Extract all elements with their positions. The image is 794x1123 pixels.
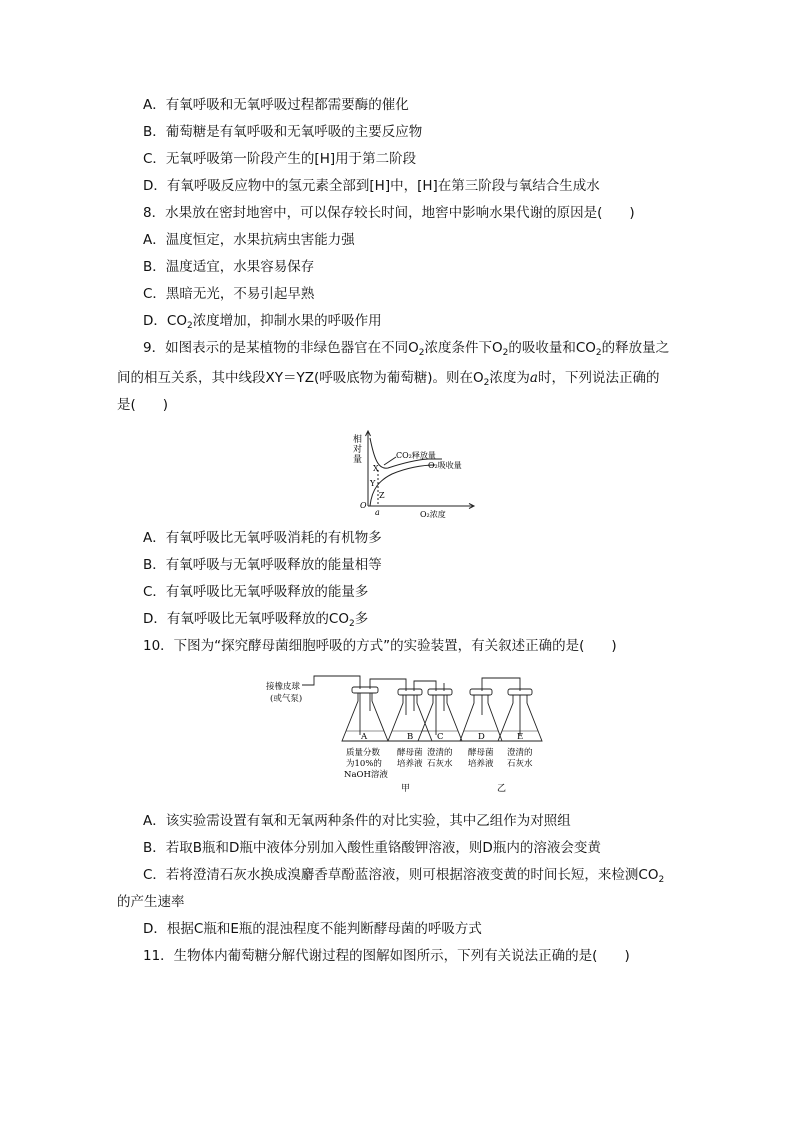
q10-pump-label-2: (或气泵) [270, 694, 303, 704]
q9-point-x: X [373, 464, 379, 473]
q9-option-d-post: 多 [354, 611, 369, 627]
q10-flask-c-letter: C [437, 732, 444, 742]
q10-group-yi: 乙 [497, 784, 507, 794]
q10-pump-label-1: 接橡皮球 [266, 682, 301, 692]
q9-point-z: Z [379, 491, 385, 500]
q10-stem: 10．下图为“探究酵母菌细胞呼吸的方式”的实验装置，有关叙述正确的是( ) [143, 638, 617, 654]
q9-sub2: 2 [502, 348, 509, 358]
q10-option-d: D．根据C瓶和E瓶的混浊程度不能判断酵母菌的呼吸方式 [143, 921, 482, 937]
q10-flask-e-label-2: 石灰水 [507, 759, 533, 769]
q10-flask-a-label-1: 质量分数 [346, 748, 381, 758]
q9-origin: O [360, 501, 367, 510]
q9-co2-leader [384, 457, 396, 465]
q7-option-a: A．有氧呼吸和无氧呼吸过程都需要酶的催化 [143, 97, 409, 113]
q9-ylabel-3: 量 [353, 455, 363, 465]
q9-co2-label: CO₂释放量 [396, 451, 436, 460]
q7-option-c: C．无氧呼吸第一阶段产生的[H]用于第二阶段 [143, 151, 417, 167]
q9-ylabel-1: 相 [353, 435, 363, 445]
q9-stem-line2 [117, 369, 659, 392]
q8-option-a: A．温度恒定，水果抗病虫害能力强 [143, 232, 355, 248]
q10-flask-b-label-2: 培养液 [397, 759, 423, 769]
q10-tube-b-c [414, 681, 436, 691]
q9-line2b: 浓度为 [489, 370, 530, 386]
q9-line2a: 间的相互关系，其中线段XY＝YZ(呼吸底物为葡萄糖)。则在O [117, 370, 484, 386]
q9-s2: 浓度条件下O [424, 340, 503, 356]
q7-option-d: D．有氧呼吸反应物中的氢元素全部到[H]中，[H]在第三阶段与氧结合生成水 [143, 178, 600, 194]
q9-sub3: 2 [595, 348, 602, 358]
q9-a-tick: a [375, 508, 380, 517]
q10-flask-e-letter: E [517, 732, 524, 742]
q10-flask-a-label-3: NaOH溶液 [344, 770, 388, 780]
q10-option-a: A．该实验需设置有氧和无氧两种条件的对比实验，其中乙组作为对照组 [143, 813, 571, 829]
q10-figure [264, 671, 544, 799]
q9-line2c: 时，下列说法正确的 [537, 370, 660, 386]
q10-flask-d-letter: D [478, 732, 485, 742]
q10-flask-b-label-1: 酵母菌 [397, 748, 423, 758]
q9-s4: 的释放量之 [601, 340, 670, 356]
q10-option-c-sub: 2 [658, 875, 665, 885]
q10-flask-c-label-1: 澄清的 [427, 748, 453, 758]
q8-option-d-sub: 2 [186, 321, 193, 331]
q10-flask-b-letter: B [407, 732, 414, 742]
q10-flask-e-label-1: 澄清的 [507, 748, 533, 758]
q9-option-a: A．有氧呼吸比无氧呼吸消耗的有机物多 [143, 530, 382, 546]
q8-option-c: C．黑暗无光，不易引起早熟 [143, 286, 315, 302]
q9-option-d-sub: 2 [348, 619, 355, 629]
q7-option-b: B．葡萄糖是有氧呼吸和无氧呼吸的主要反应物 [143, 124, 423, 140]
q9-s3: 的吸收量和CO [508, 340, 596, 356]
q10-flask-a-label-2: 为10%的 [346, 759, 382, 769]
q10-flask-d-label-2: 培养液 [468, 759, 494, 769]
q9-stem-line3: 是( ) [117, 397, 169, 413]
q9-sub4: 2 [483, 378, 490, 388]
q8-stem: 8．水果放在密封地窖中，可以保存较长时间，地窖中影响水果代谢的原因是( ) [143, 205, 635, 221]
q9-o2-label: O₂吸收量 [428, 461, 462, 470]
q9-ylabel-2: 对 [353, 445, 363, 455]
q9-line2var: a [529, 370, 538, 386]
q10-tube-pump [302, 676, 360, 689]
q9-xlabel: O₂浓度 [420, 510, 446, 519]
q10-option-c-line1 [143, 866, 664, 889]
q9-point-y: Y [370, 479, 376, 488]
q9-option-c: C．有氧呼吸比无氧呼吸释放的能量多 [143, 584, 369, 600]
q10-option-b: B．若取B瓶和D瓶中液体分别加入酸性重铬酸钾溶液，则D瓶内的溶液会变黄 [143, 840, 601, 856]
q8-option-b: B．温度适宜，水果容易保存 [143, 259, 315, 275]
q10-option-c-text: C．若将澄清石灰水换成溴麝香草酚蓝溶液，则可根据溶液变黄的时间长短，来检测CO [143, 867, 659, 883]
q9-figure [340, 428, 480, 520]
q10-flask-d-label-1: 酵母菌 [468, 748, 494, 758]
q9-option-d [143, 610, 368, 633]
q9-sub1: 2 [418, 348, 425, 358]
q8-option-d-post: 浓度增加，抑制水果的呼吸作用 [192, 313, 382, 329]
q10-flask-a-letter: A [361, 732, 368, 742]
q9-option-b: B．有氧呼吸与无氧呼吸释放的能量相等 [143, 557, 382, 573]
q9-stem-line1 [143, 339, 669, 362]
q9-option-d-pre: D．有氧呼吸比无氧呼吸释放的CO [143, 611, 349, 627]
q8-option-d [143, 312, 382, 335]
q10-flask-c-label-2: 石灰水 [427, 759, 453, 769]
q10-option-c-line2: 的产生速率 [117, 894, 185, 910]
q11-stem: 11．生物体内葡萄糖分解代谢过程的图解如图所示，下列有关说法正确的是( ) [143, 948, 630, 964]
q8-option-d-pre: D．CO [143, 313, 187, 329]
q9-s1: 9．如图表示的是某植物的非绿色器官在不同O [143, 340, 419, 356]
q10-group-jia: 甲 [401, 784, 411, 794]
